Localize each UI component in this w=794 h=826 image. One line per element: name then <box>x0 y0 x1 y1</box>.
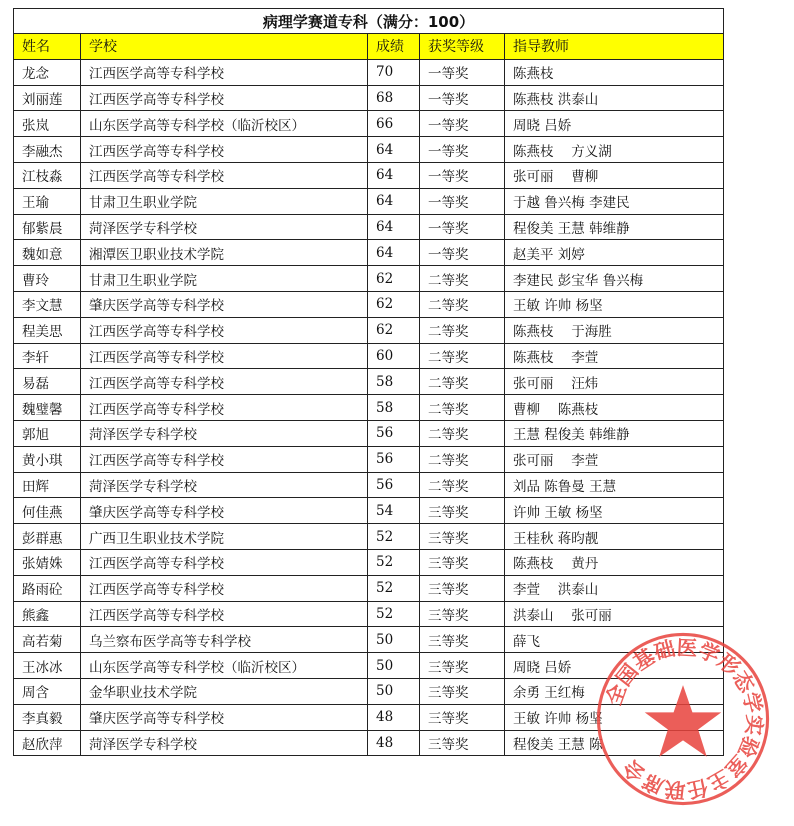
cell-score: 48 <box>368 730 420 756</box>
cell-level: 一等奖 <box>420 214 505 240</box>
cell-level: 二等奖 <box>420 472 505 498</box>
cell-level: 一等奖 <box>420 85 505 111</box>
cell-score: 68 <box>368 85 420 111</box>
cell-teacher: 周晓 吕娇 <box>505 653 724 679</box>
cell-school: 江西医学高等专科学校 <box>81 317 368 343</box>
cell-level: 一等奖 <box>420 240 505 266</box>
title-row <box>14 9 724 34</box>
table-row <box>14 446 724 472</box>
cell-score: 48 <box>368 704 420 730</box>
table-row <box>14 266 724 292</box>
cell-score: 54 <box>368 498 420 524</box>
cell-level: 二等奖 <box>420 291 505 317</box>
cell-name: 程美思 <box>14 317 81 343</box>
cell-name: 王瑜 <box>14 188 81 214</box>
header-score: 成绩 <box>368 34 420 60</box>
cell-school: 江西医学高等专科学校 <box>81 395 368 421</box>
cell-score: 50 <box>368 653 420 679</box>
cell-teacher: 薛飞 <box>505 627 724 653</box>
cell-level: 三等奖 <box>420 627 505 653</box>
cell-level: 三等奖 <box>420 498 505 524</box>
cell-name: 高若菊 <box>14 627 81 653</box>
cell-school: 广西卫生职业技术学院 <box>81 524 368 550</box>
cell-level: 二等奖 <box>420 266 505 292</box>
cell-teacher: 洪泰山 张可丽 <box>505 601 724 627</box>
cell-teacher: 王敏 许帅 杨坚 <box>505 291 724 317</box>
cell-score: 52 <box>368 575 420 601</box>
cell-level: 一等奖 <box>420 188 505 214</box>
cell-level: 二等奖 <box>420 395 505 421</box>
table-row <box>14 549 724 575</box>
cell-name: 郭旭 <box>14 420 81 446</box>
cell-level: 二等奖 <box>420 446 505 472</box>
cell-name: 江枝淼 <box>14 162 81 188</box>
cell-level: 二等奖 <box>420 317 505 343</box>
official-seal <box>594 630 772 808</box>
cell-level: 二等奖 <box>420 343 505 369</box>
table-row <box>14 162 724 188</box>
cell-level: 三等奖 <box>420 549 505 575</box>
cell-score: 50 <box>368 678 420 704</box>
cell-school: 甘肃卫生职业学院 <box>81 266 368 292</box>
cell-school: 肇庆医学高等专科学校 <box>81 291 368 317</box>
cell-name: 郁紫晨 <box>14 214 81 240</box>
cell-school: 山东医学高等专科学校（临沂校区） <box>81 111 368 137</box>
cell-teacher: 余勇 王红梅 <box>505 678 724 704</box>
cell-level: 三等奖 <box>420 575 505 601</box>
cell-level: 三等奖 <box>420 601 505 627</box>
cell-school: 江西医学高等专科学校 <box>81 137 368 163</box>
table-row <box>14 575 724 601</box>
cell-school: 江西医学高等专科学校 <box>81 85 368 111</box>
cell-level: 三等奖 <box>420 524 505 550</box>
cell-teacher: 李建民 彭宝华 鲁兴梅 <box>505 266 724 292</box>
cell-score: 58 <box>368 369 420 395</box>
cell-school: 江西医学高等专科学校 <box>81 59 368 85</box>
table-row <box>14 472 724 498</box>
cell-level: 一等奖 <box>420 162 505 188</box>
cell-score: 70 <box>368 59 420 85</box>
cell-school: 菏泽医学专科学校 <box>81 730 368 756</box>
table-row <box>14 369 724 395</box>
cell-name: 路雨砼 <box>14 575 81 601</box>
cell-score: 56 <box>368 420 420 446</box>
cell-school: 金华职业技术学院 <box>81 678 368 704</box>
cell-school: 江西医学高等专科学校 <box>81 446 368 472</box>
cell-school: 江西医学高等专科学校 <box>81 575 368 601</box>
cell-level: 一等奖 <box>420 137 505 163</box>
table-row <box>14 317 724 343</box>
cell-name: 赵欣萍 <box>14 730 81 756</box>
cell-level: 三等奖 <box>420 653 505 679</box>
cell-teacher: 陈燕枝 洪泰山 <box>505 85 724 111</box>
cell-score: 64 <box>368 188 420 214</box>
cell-school: 江西医学高等专科学校 <box>81 343 368 369</box>
cell-score: 56 <box>368 472 420 498</box>
cell-name: 魏璧馨 <box>14 395 81 421</box>
cell-teacher: 陈燕枝 方义湖 <box>505 137 724 163</box>
cell-name: 张岚 <box>14 111 81 137</box>
cell-score: 52 <box>368 524 420 550</box>
cell-name: 李文慧 <box>14 291 81 317</box>
table-row <box>14 85 724 111</box>
cell-score: 52 <box>368 549 420 575</box>
table-row <box>14 498 724 524</box>
cell-teacher: 张可丽 李萱 <box>505 446 724 472</box>
cell-school: 山东医学高等专科学校（临沂校区） <box>81 653 368 679</box>
header-teacher: 指导教师 <box>505 34 724 60</box>
table-row <box>14 601 724 627</box>
cell-name: 黄小琪 <box>14 446 81 472</box>
table-row <box>14 188 724 214</box>
cell-teacher: 赵美平 刘婷 <box>505 240 724 266</box>
cell-name: 彭群惠 <box>14 524 81 550</box>
cell-score: 64 <box>368 240 420 266</box>
table-row <box>14 59 724 85</box>
cell-school: 江西医学高等专科学校 <box>81 549 368 575</box>
cell-level: 一等奖 <box>420 59 505 85</box>
cell-teacher: 周晓 吕娇 <box>505 111 724 137</box>
header-row <box>14 34 724 60</box>
cell-school: 江西医学高等专科学校 <box>81 162 368 188</box>
cell-teacher: 曹柳 陈燕枝 <box>505 395 724 421</box>
cell-teacher: 王慧 程俊美 韩维静 <box>505 420 724 446</box>
cell-score: 62 <box>368 266 420 292</box>
cell-teacher: 张可丽 曹柳 <box>505 162 724 188</box>
cell-school: 菏泽医学专科学校 <box>81 214 368 240</box>
cell-score: 50 <box>368 627 420 653</box>
table-row <box>14 291 724 317</box>
cell-teacher: 李萱 洪泰山 <box>505 575 724 601</box>
seal-text: 全国基础医学形态学实验室主任联席会 <box>601 635 767 803</box>
table-row <box>14 395 724 421</box>
cell-level: 二等奖 <box>420 369 505 395</box>
cell-level: 三等奖 <box>420 730 505 756</box>
cell-teacher: 陈燕枝 于海胜 <box>505 317 724 343</box>
cell-teacher: 陈燕枝 李萱 <box>505 343 724 369</box>
cell-score: 62 <box>368 317 420 343</box>
cell-name: 何佳燕 <box>14 498 81 524</box>
cell-level: 三等奖 <box>420 704 505 730</box>
cell-teacher: 程俊美 王慧 陈 <box>505 730 724 756</box>
cell-school: 甘肃卫生职业学院 <box>81 188 368 214</box>
cell-name: 周含 <box>14 678 81 704</box>
cell-teacher: 许帅 王敏 杨坚 <box>505 498 724 524</box>
cell-name: 李轩 <box>14 343 81 369</box>
cell-school: 乌兰察布医学高等专科学校 <box>81 627 368 653</box>
table-title: 病理学赛道专科（满分：100） <box>14 9 724 34</box>
table-row <box>14 137 724 163</box>
cell-school: 菏泽医学专科学校 <box>81 420 368 446</box>
cell-name: 熊鑫 <box>14 601 81 627</box>
cell-name: 王冰冰 <box>14 653 81 679</box>
cell-score: 58 <box>368 395 420 421</box>
table-row <box>14 240 724 266</box>
cell-score: 64 <box>368 162 420 188</box>
cell-score: 52 <box>368 601 420 627</box>
cell-name: 刘丽莲 <box>14 85 81 111</box>
cell-level: 一等奖 <box>420 111 505 137</box>
table-row <box>14 111 724 137</box>
table-row <box>14 524 724 550</box>
table-row <box>14 214 724 240</box>
cell-school: 菏泽医学专科学校 <box>81 472 368 498</box>
cell-teacher: 王桂秋 蒋昀靓 <box>505 524 724 550</box>
table-row <box>14 343 724 369</box>
cell-level: 二等奖 <box>420 420 505 446</box>
cell-score: 56 <box>368 446 420 472</box>
cell-score: 64 <box>368 214 420 240</box>
cell-name: 龙念 <box>14 59 81 85</box>
cell-name: 李融杰 <box>14 137 81 163</box>
cell-score: 64 <box>368 137 420 163</box>
cell-name: 曹玲 <box>14 266 81 292</box>
seal-star-icon <box>645 685 722 757</box>
cell-level: 三等奖 <box>420 678 505 704</box>
cell-school: 肇庆医学高等专科学校 <box>81 498 368 524</box>
cell-teacher: 刘品 陈鲁曼 王慧 <box>505 472 724 498</box>
cell-school: 江西医学高等专科学校 <box>81 601 368 627</box>
cell-school: 江西医学高等专科学校 <box>81 369 368 395</box>
cell-teacher: 王敏 许帅 杨坚 <box>505 704 724 730</box>
cell-name: 李真毅 <box>14 704 81 730</box>
header-level: 获奖等级 <box>420 34 505 60</box>
cell-teacher: 程俊美 王慧 韩维静 <box>505 214 724 240</box>
header-school: 学校 <box>81 34 368 60</box>
cell-school: 肇庆医学高等专科学校 <box>81 704 368 730</box>
cell-teacher: 陈燕枝 <box>505 59 724 85</box>
cell-name: 魏如意 <box>14 240 81 266</box>
cell-name: 易磊 <box>14 369 81 395</box>
header-name: 姓名 <box>14 34 81 60</box>
cell-score: 60 <box>368 343 420 369</box>
cell-school: 湘潭医卫职业技术学院 <box>81 240 368 266</box>
cell-teacher: 张可丽 汪炜 <box>505 369 724 395</box>
table-row <box>14 420 724 446</box>
cell-name: 田辉 <box>14 472 81 498</box>
cell-score: 66 <box>368 111 420 137</box>
cell-teacher: 陈燕枝 黄丹 <box>505 549 724 575</box>
cell-score: 62 <box>368 291 420 317</box>
cell-teacher: 于越 鲁兴梅 李建民 <box>505 188 724 214</box>
cell-name: 张婧姝 <box>14 549 81 575</box>
